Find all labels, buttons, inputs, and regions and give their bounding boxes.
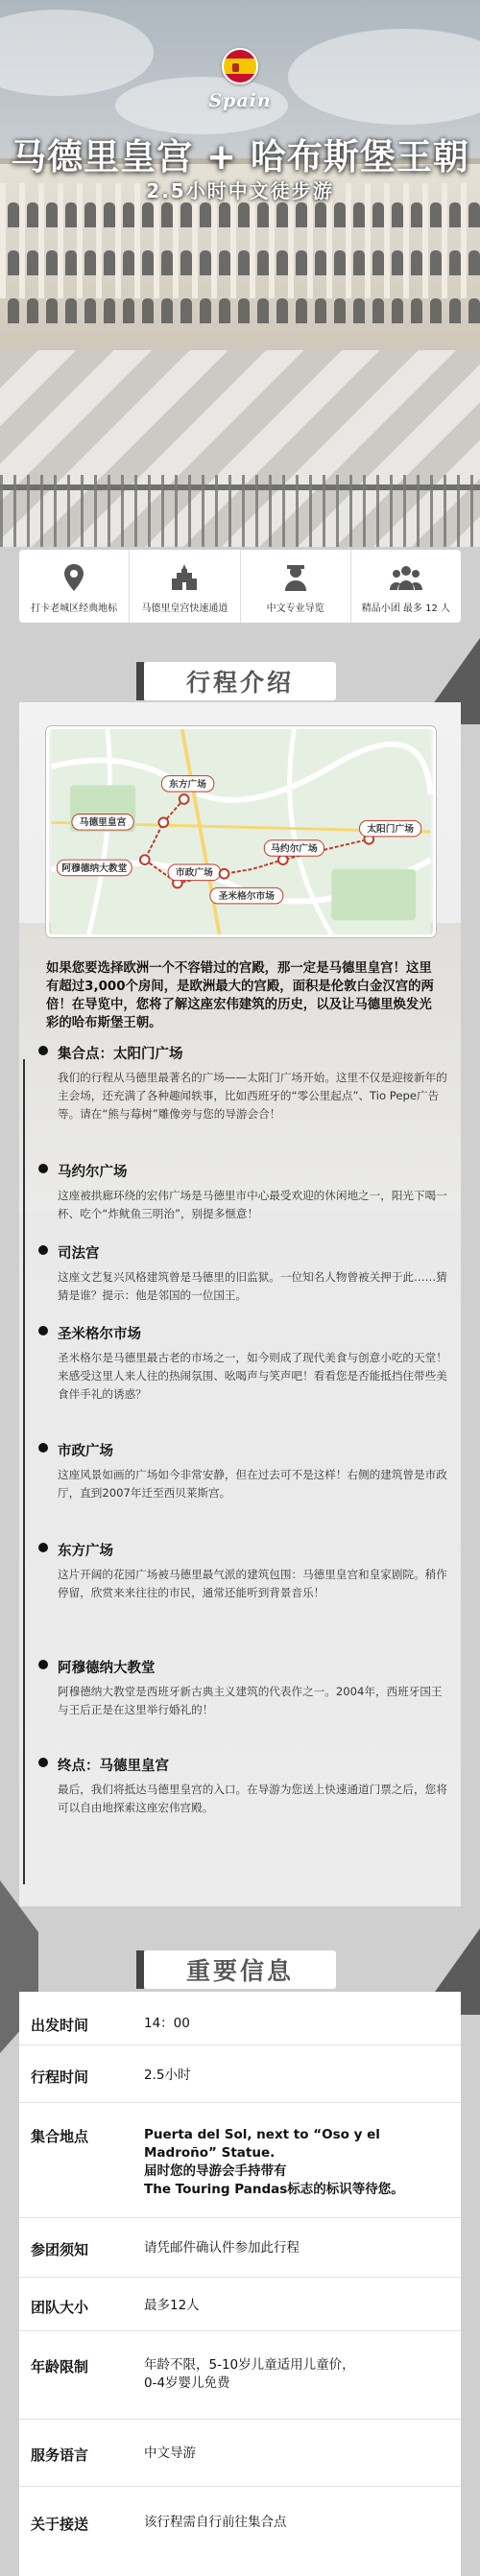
stop-title: 东方广场 (58, 1544, 113, 1559)
map-label: 圣米格尔市场 (218, 891, 275, 903)
info-value: Puerta del Sol, next to “Oso y el Madroño” Statue. 届时您的导游会手持带有 The Touring Pandas标志的标识等待您。 (144, 2127, 404, 2197)
feature-label: 精品小团 最多 12 人 (361, 603, 450, 614)
palace-icon (168, 561, 201, 594)
stop-title: 司法宫 (58, 1246, 100, 1262)
info-label: 团队大小 (31, 2299, 89, 2316)
feature-label: 打卡老城区经典地标 (31, 603, 118, 614)
stop-description: 阿穆德纳大教堂是西班牙新古典主义建筑的代表作之一。2004年，西班牙国王与王后正是在这里举行婚礼的！ (58, 1685, 443, 1716)
info-label: 关于接送 (31, 2516, 89, 2533)
spain-flag-icon (222, 48, 258, 84)
map-label: 马约尔广场 (271, 843, 318, 855)
map-label: 马德里皇宫 (79, 817, 127, 829)
info-row (19, 1992, 461, 2045)
map-label: 东方广场 (169, 779, 206, 791)
info-row (19, 2218, 461, 2278)
info-value: 请凭邮件确认件参加此行程 (144, 2240, 300, 2256)
stop-description: 这座文艺复兴风格建筑曾是马德里的旧监狱。一位知名人物曾被关押于此……猜猜是谁？提示：他是邻国的一位国王。 (58, 1270, 447, 1302)
info-label: 参团须知 (31, 2241, 89, 2258)
info-row (19, 2103, 461, 2218)
itinerary-heading (144, 662, 336, 700)
feature-label: 马德里皇宫快速通道 (141, 603, 228, 614)
info-row (19, 2487, 461, 2576)
map-pin-icon (58, 561, 90, 594)
hero-subtitle: 2.5小时中文徒步游 (146, 179, 334, 202)
guide-icon (279, 561, 312, 594)
hero-title: 马德里皇宫 + 哈布斯堡王朝 (11, 136, 469, 177)
stop-title: 终点：马德里皇宫 (58, 1759, 169, 1774)
info-value: 年龄不限，5-10岁儿童适用儿童价， 0-4岁婴儿免费 (144, 2357, 355, 2391)
timeline-dot (38, 1758, 48, 1767)
map-label: 太阳门广场 (367, 824, 414, 835)
info-label: 年龄限制 (31, 2358, 89, 2375)
info-heading-text: 重要信息 (185, 1957, 294, 1985)
route-map (46, 726, 436, 937)
stop-title: 集合点：太阳门广场 (58, 1047, 183, 1062)
info-panel (19, 1992, 461, 2576)
feature-item (351, 550, 461, 623)
stop-title: 圣米格尔市场 (58, 1327, 141, 1342)
stop-title: 马约尔广场 (58, 1165, 128, 1180)
stop-description: 圣米格尔是马德里最古老的市场之一，如今则成了现代美食与创意小吃的天堂！来感受这里人来人往的热闹氛围、吆喝声与笑声吧！看看您是否能抵挡住带些美食伴手礼的诱惑？ (58, 1351, 447, 1401)
info-row (19, 2278, 461, 2331)
info-value: 14：00 (144, 2016, 190, 2031)
info-value: 该行程需自行前往集合点 (144, 2515, 287, 2530)
stop-description: 这片开阔的花园广场被马德里最气派的建筑包围：马德里皇宫和皇家剧院。稍作停留，欣赏来来往往的市民，通常还能听到背景音乐！ (58, 1568, 447, 1599)
itinerary-heading-text: 行程介绍 (185, 669, 294, 697)
info-value: 最多12人 (144, 2298, 200, 2313)
itinerary-intro: 如果您要选择欧洲一个不容错过的宫殿，那一定是马德里皇宫！这里有超过3,000个房间，是欧洲最大的宫殿，面积是伦敦白金汉宫的两倍！在导览中，您将了解这座宏伟建筑的历史，以及让马德里焕发光彩的哈布斯堡王朝。 (46, 961, 434, 1030)
feature-item (130, 550, 240, 623)
timeline-dot (38, 1164, 48, 1173)
info-value: 2.5小时 (144, 2068, 191, 2083)
info-value: 中文导游 (144, 2446, 196, 2461)
itinerary-panel (19, 702, 461, 1906)
info-label: 行程时间 (31, 2068, 89, 2086)
timeline-dot (38, 1245, 48, 1255)
info-row (19, 2420, 461, 2487)
group-icon (390, 561, 422, 594)
timeline-line (23, 1059, 25, 1884)
info-label: 服务语言 (31, 2446, 89, 2464)
route-map-image (49, 729, 433, 934)
stop-description: 这座风景如画的广场如今非常安静，但在过去可不是这样！右侧的建筑曾是市政厅，直到2007年迁至西贝莱斯宫。 (58, 1468, 447, 1500)
timeline-dot (38, 1046, 48, 1055)
stop-title: 市政广场 (58, 1444, 113, 1459)
stop-description: 最后，我们将抵达马德里皇宫的入口。在导游为您送上快速通道门票之后，您将可以自由地探索这座宏伟宫殿。 (58, 1783, 447, 1814)
stop-description: 这座被拱廊环绕的宏伟广场是马德里市中心最受欢迎的休闲地之一，阳光下喝一杯、吃个“炸鱿鱼三明治”，别提多惬意！ (58, 1189, 447, 1220)
map-label: 阿穆德纳大教堂 (61, 863, 128, 874)
info-heading (144, 1950, 336, 1989)
timeline-dot (38, 1543, 48, 1552)
info-row (19, 2331, 461, 2420)
map-label: 市政广场 (175, 867, 213, 879)
info-row (19, 2045, 461, 2103)
info-label: 出发时间 (31, 2017, 89, 2034)
timeline-dot (38, 1326, 48, 1335)
hero-banner (0, 0, 480, 547)
feature-item (19, 550, 130, 623)
feature-bar (19, 550, 461, 623)
feature-label: 中文专业导览 (266, 603, 324, 614)
timeline-dot (38, 1443, 48, 1453)
gate-fence (0, 475, 480, 547)
info-label: 集合地点 (31, 2128, 89, 2145)
stop-description: 我们的行程从马德里最著名的广场——太阳门广场开始。这里不仅是迎接新年的主会场，还充满了各种趣闻轶事，比如西班牙的“零公里起点”、Tio Pepe广告等。请在“熊与莓树”雕像旁与您的导游会合！ (58, 1071, 447, 1121)
stop-title: 阿穆德纳大教堂 (58, 1661, 156, 1676)
country-label: Spain (208, 90, 272, 111)
timeline-dot (38, 1660, 48, 1669)
feature-item (241, 550, 351, 623)
